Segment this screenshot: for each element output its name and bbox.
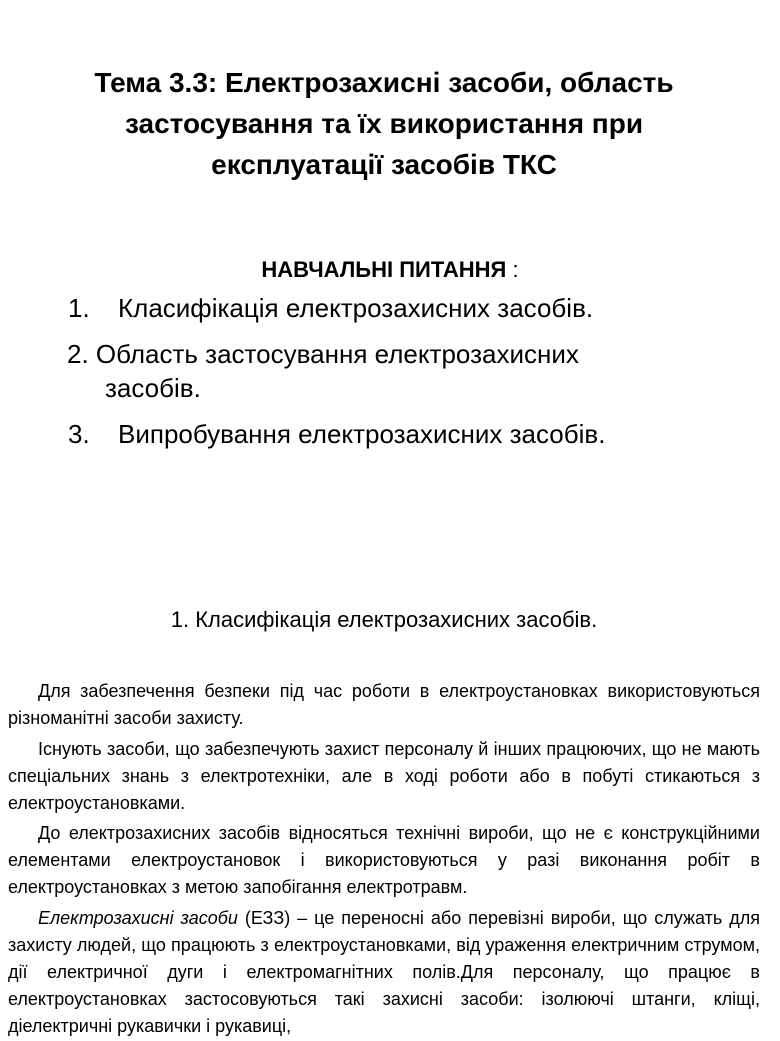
paragraph xyxy=(8,905,760,1040)
paragraph: Для забезпечення безпеки під час роботи в електроустановках використовуються різноманітні засоби захисту. xyxy=(8,681,760,728)
list-item-number: 1. xyxy=(68,293,90,323)
paragraph-text: (ЕЗЗ) – це переносні або перевізні вироби, що служать для захисту людей, що працюють з електроустановками, від ураження електричним струмом, дії електричної дуги і електромагнітних полів.Для персоналу, що працює в електроустановках застосовуються такі захисні засоби: ізолюючі штанги, кліщі, діелектричні рукавички і рукавиці, xyxy=(8,908,760,1036)
term-italic: Електрозахисні засоби xyxy=(38,908,238,928)
list-item-continuation xyxy=(105,371,201,405)
page-title-line: експлуатації засобів ТКС xyxy=(211,149,557,180)
page-title-line: застосування та їх використання при xyxy=(124,108,644,139)
list-item-number: 2. xyxy=(67,339,89,369)
section-heading: 1. Класифікація електрозахисних засобів. xyxy=(170,607,598,632)
list-item xyxy=(68,417,605,451)
page-title-line: Тема 3.3: Електрозахисні засоби, область xyxy=(94,67,674,98)
section-body xyxy=(8,678,760,1041)
paragraph: До електрозахисних засобів відносяться технічні вироби, що не є конструкційними елементами електроустановок і використовуються у разі виконання робіт в електроустановках з метою запобігання електротравм. xyxy=(8,823,760,897)
list-item-text: засобів. xyxy=(105,373,201,403)
list-item xyxy=(68,291,593,325)
list-item xyxy=(67,337,579,371)
study-questions-heading xyxy=(0,256,780,284)
page-title xyxy=(0,62,768,185)
list-item-number: 3. xyxy=(68,419,90,449)
paragraph: Існують засоби, що забезпечують захист персоналу й інших працюючих, що не мають спеціальних знань з електротехніки, але в ході роботи або в побуті стикаються з електроустановками. xyxy=(8,739,760,813)
list-item-text: Класифікація електрозахисних засобів. xyxy=(118,293,594,323)
study-questions-heading-text: НАВЧАЛЬНІ ПИТАННЯ xyxy=(261,257,507,282)
list-item-text: Область застосування електрозахисних xyxy=(95,339,579,369)
list-item-text: Випробування електрозахисних засобів. xyxy=(118,419,606,449)
study-questions-heading-colon: : xyxy=(512,257,519,282)
